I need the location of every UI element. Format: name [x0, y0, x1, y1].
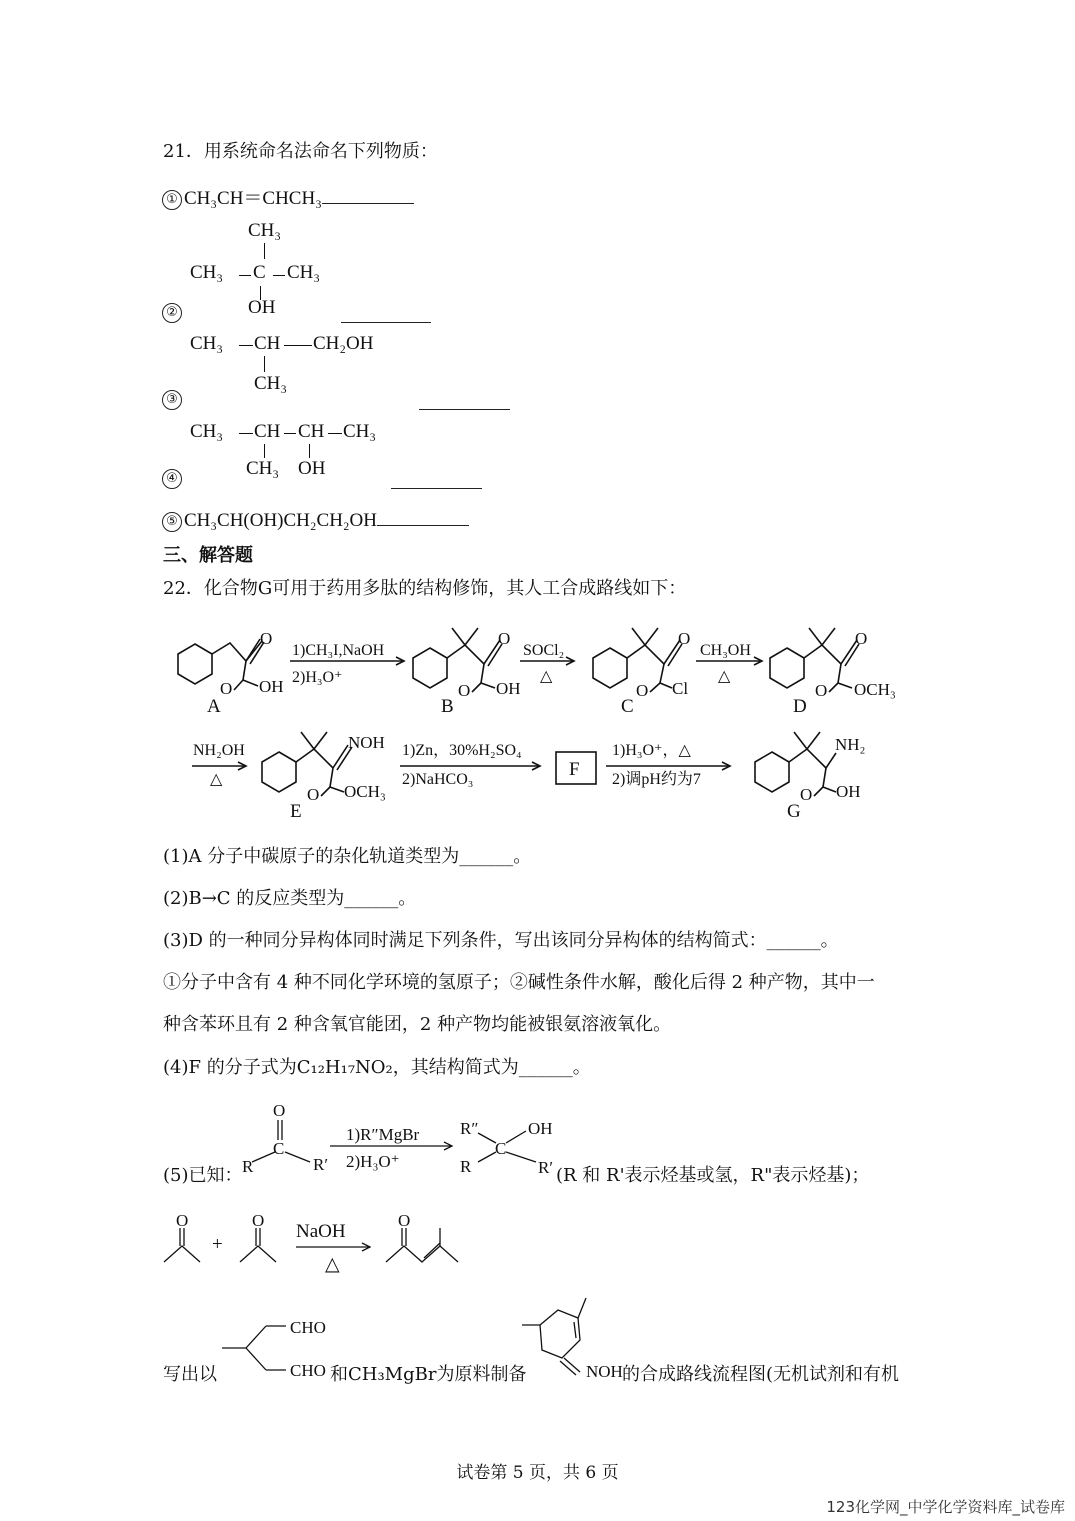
- benzene-ring-d: [770, 648, 804, 688]
- s4-b3: OH: [298, 458, 326, 479]
- atom-o: O: [458, 681, 471, 700]
- atom-o: O: [307, 785, 320, 804]
- atom-o: O: [273, 1101, 286, 1120]
- atom-c: C: [495, 1139, 507, 1158]
- condition-fg-1: 1)H₃O⁺，△: [612, 742, 691, 759]
- s4-c3: CH: [298, 421, 325, 442]
- q22-part-3-condition-a: ①分子中含有 4 种不同化学环境的氢原子；②碱性条件水解，酸化后得 2 种产物，其中一: [163, 972, 875, 993]
- s3-bottom: CH₃: [254, 373, 288, 394]
- benzene-ring-e: [262, 752, 296, 792]
- benzene-ring-g: [755, 752, 789, 792]
- condition-bc-heat: △: [540, 668, 553, 685]
- condition-de-heat: △: [210, 771, 223, 788]
- section-heading: 三、解答题: [163, 545, 253, 566]
- atom-nh2: NH₂: [835, 735, 866, 754]
- atom-cho: CHO: [290, 1361, 326, 1380]
- bond: [506, 1152, 536, 1162]
- q22-part-5-prefix: (5)已知：: [163, 1165, 243, 1186]
- bond: [578, 1298, 586, 1318]
- bond: [632, 628, 645, 645]
- bond: [481, 683, 495, 688]
- bond: [789, 749, 826, 768]
- bond: [330, 787, 344, 792]
- bond: [296, 749, 333, 768]
- bond: [465, 628, 478, 645]
- grignard-cond-2: 2)H₃O⁺: [346, 1152, 400, 1171]
- q22-part-3-condition-b: 种含苯环且有 2 种含氧官能团，2 种产物均能被银氨溶液氧化。: [163, 1014, 672, 1035]
- bond: [478, 1152, 496, 1162]
- condition-ab-1: 1)CH₃I,NaOH: [292, 642, 385, 659]
- bond: [838, 683, 852, 688]
- s2-top: CH₃: [248, 220, 282, 241]
- atom-noh: NOH: [586, 1362, 623, 1381]
- atom-och3: OCH₃: [344, 782, 386, 801]
- bond: [823, 768, 826, 787]
- atom-o: O: [815, 681, 828, 700]
- atom-o: O: [260, 629, 273, 648]
- item-number-1: ①: [162, 190, 182, 210]
- bond: [301, 732, 314, 749]
- item-number-2: ②: [162, 303, 182, 323]
- atom-o: O: [800, 785, 813, 804]
- q22-part-3: (3)D 的一种同分异构体同时满足下列条件，写出该同分异构体的结构简式：______。: [163, 930, 839, 951]
- label-f: F: [569, 759, 580, 780]
- acetone-2: [240, 1246, 276, 1262]
- s4-c2: CH: [254, 421, 281, 442]
- label-d: D: [793, 696, 807, 717]
- s3-right: CH₂OH: [313, 333, 374, 354]
- q21-title: 21．用系统命名法命名下列物质：: [163, 141, 438, 162]
- atom-o: O: [220, 679, 233, 698]
- bond: [246, 1348, 266, 1370]
- target-ring: [540, 1310, 580, 1358]
- atom-oh: OH: [836, 782, 861, 801]
- condition-ef-2: 2)NaHCO₃: [402, 771, 474, 788]
- condition-ab-2: 2)H₃O⁺: [292, 669, 343, 686]
- benzene-ring-b: [413, 648, 447, 688]
- label-g: G: [787, 801, 801, 822]
- atom-och3: OCH₃: [854, 680, 896, 699]
- atom-oh: OH: [528, 1119, 553, 1138]
- bond: [826, 753, 836, 768]
- last-line-middle: 和CH₃MgBr为原料制备: [330, 1364, 527, 1385]
- bond: [330, 768, 333, 787]
- item-5-formula: CH₃CH(OH)CH₂CH₂OH: [184, 510, 377, 531]
- bond: [807, 732, 820, 749]
- bond: [478, 1133, 496, 1143]
- atom-r2: R″: [460, 1119, 479, 1138]
- bond: [452, 628, 465, 645]
- atom-r1: R′: [538, 1158, 554, 1177]
- bond: [506, 1131, 526, 1143]
- bond-double: [560, 1361, 576, 1375]
- s2-right: CH₃: [287, 262, 321, 283]
- bond: [809, 628, 822, 645]
- s2-bottom: OH: [248, 297, 276, 318]
- watermark: 123化学网_中学化学资料库_试卷库: [826, 1498, 1065, 1516]
- bond-double: [650, 683, 660, 692]
- atom-cho: CHO: [290, 1318, 326, 1337]
- atom-o: O: [176, 1211, 189, 1230]
- atom-oh: OH: [496, 679, 521, 698]
- condition-fg-2: 2)调pH约为7: [612, 771, 701, 788]
- bond: [838, 664, 841, 683]
- naoh-label: NaOH: [296, 1221, 346, 1242]
- bond: [660, 683, 672, 688]
- bond-double: [246, 639, 260, 661]
- atom-o: O: [398, 1211, 411, 1230]
- q22-part-5-note: (R 和 R'表示烃基或氢，R"表示烃基)；: [556, 1165, 870, 1186]
- plus-sign: +: [212, 1234, 223, 1255]
- q22-part-4: (4)F 的分子式为C₁₂H₁₇NO₂，其结构简式为______。: [163, 1057, 591, 1078]
- bond: [314, 732, 327, 749]
- atom-oh: OH: [259, 677, 284, 696]
- s3-left: CH₃: [190, 333, 224, 354]
- bond-double: [472, 683, 481, 692]
- atom-r: R: [460, 1157, 472, 1176]
- s3-c2: CH: [254, 333, 281, 354]
- atom-o: O: [855, 629, 868, 648]
- grignard-cond-1: 1)R″MgBr: [346, 1125, 420, 1144]
- atom-o: O: [678, 629, 691, 648]
- bond-double: [574, 1322, 576, 1338]
- s4-right: CH₃: [343, 421, 377, 442]
- bond: [794, 732, 807, 749]
- condition-cd-heat: △: [718, 668, 731, 685]
- bond-double: [814, 787, 823, 796]
- atom-noh: NOH: [348, 733, 385, 752]
- condition-bc: SOCl₂: [523, 642, 565, 659]
- bond-double: [424, 1243, 440, 1258]
- atom-o: O: [498, 629, 511, 648]
- aldol-heat: △: [325, 1254, 340, 1275]
- bond-double: [829, 683, 838, 692]
- q22-title: 22．化合物G可用于药用多肽的结构修饰，其人工合成路线如下：: [163, 578, 687, 599]
- condition-ef-1: 1)Zn，30%H₂SO₄: [402, 742, 522, 759]
- s2-center: C: [253, 262, 266, 283]
- mesityl-oxide: [386, 1246, 458, 1262]
- q22-part-1: (1)A 分子中碳原子的杂化轨道类型为______。: [163, 846, 532, 867]
- item-number-4: ④: [162, 469, 182, 489]
- bond-double: [564, 1358, 580, 1372]
- atom-r: R: [242, 1157, 254, 1176]
- bond: [660, 664, 664, 683]
- benzene-ring-c: [593, 648, 627, 688]
- atom-o: O: [636, 681, 649, 700]
- bond: [246, 1326, 266, 1348]
- atom-cl: Cl: [672, 679, 689, 698]
- bond-double: [234, 680, 243, 690]
- last-line-suffix: 的合成路线流程图(无机试剂和有机: [622, 1364, 900, 1385]
- item-number-5: ⑤: [162, 512, 182, 532]
- label-e: E: [290, 801, 302, 822]
- q22-part-2: (2)B→C 的反应类型为______。: [163, 888, 417, 909]
- bond: [645, 628, 658, 645]
- atom-o: O: [252, 1211, 265, 1230]
- bond: [243, 661, 246, 680]
- bond: [285, 1152, 310, 1162]
- s2-left: CH₃: [190, 262, 224, 283]
- atom-r1: R′: [313, 1155, 329, 1174]
- benzene-ring-a: [178, 644, 212, 684]
- condition-de: NH₂OH: [193, 742, 245, 759]
- s4-b2: CH₃: [246, 458, 280, 479]
- last-line-prefix: 写出以: [163, 1364, 217, 1385]
- item-number-3: ③: [162, 390, 182, 410]
- atom-c: C: [273, 1139, 285, 1158]
- item-1-formula: CH₃CH＝CHCH₃: [184, 188, 322, 209]
- page-footer: 试卷第 5 页，共 6 页: [456, 1463, 619, 1483]
- label-b: B: [441, 696, 454, 717]
- bond: [823, 787, 836, 792]
- bond: [252, 1152, 275, 1162]
- bond: [243, 680, 258, 686]
- bond-double: [321, 787, 330, 796]
- acetone-1: [164, 1246, 200, 1262]
- s4-left: CH₃: [190, 421, 224, 442]
- condition-cd: CH₃OH: [700, 642, 751, 659]
- bond: [822, 628, 835, 645]
- label-c: C: [621, 696, 634, 717]
- label-a: A: [207, 696, 221, 717]
- bond: [481, 664, 484, 683]
